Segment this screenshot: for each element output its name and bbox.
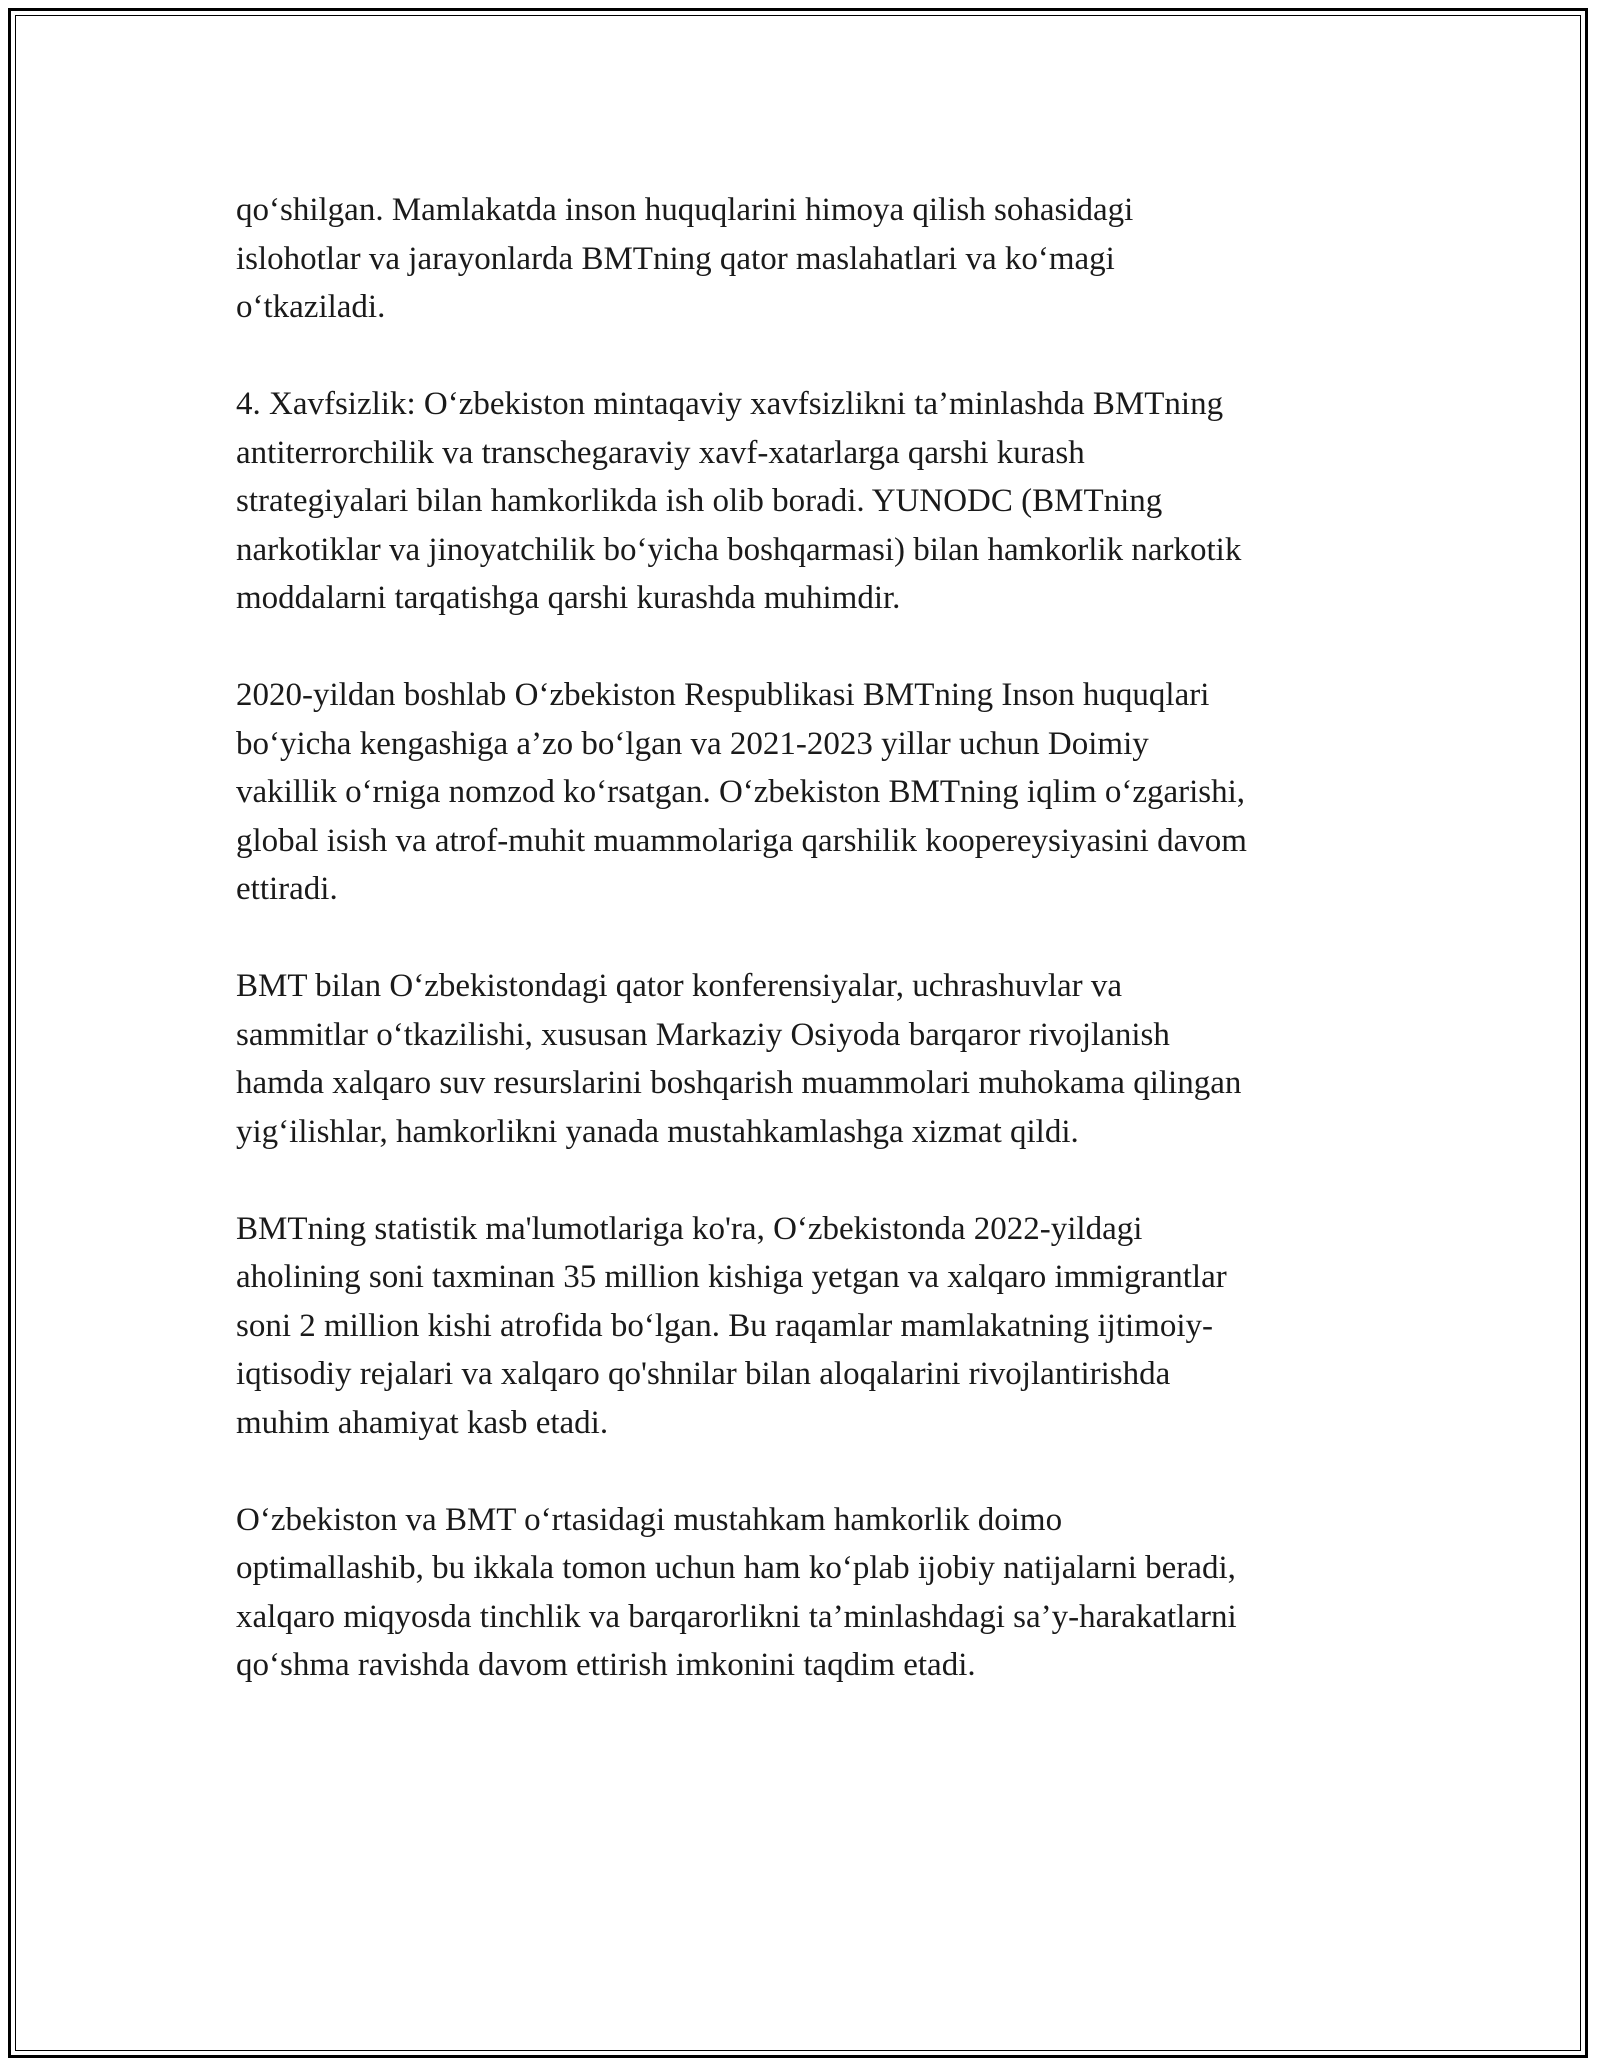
text-line: optimallashib, bu ikkala tomon uchun ham ko‘plab ijobiy natijalarni beradi,: [236, 1550, 1236, 1586]
paragraph-conferences: [236, 962, 1386, 1156]
text-line: qo‘shma ravishda davom ettirish imkonini taqdim etadi.: [236, 1647, 976, 1683]
text-line: islohotlar va jarayonlarda BMTning qator maslahatlari va ko‘magi: [236, 240, 1115, 277]
text-line: moddalarni tarqatishga qarshi kurashda muhimdir.: [236, 580, 901, 616]
text-line: O‘zbekiston va BMT o‘rtasidagi mustahkam hamkorlik doimo: [236, 1501, 1063, 1538]
text-line: bo‘yicha kengashiga a’zo bo‘lgan va 2021-2023 yillar uchun Doimiy: [236, 725, 1149, 762]
text-line: ettiradi.: [236, 871, 338, 907]
text-line: yig‘ilishlar, hamkorlikni yanada mustahkamlashga xizmat qildi.: [236, 1113, 1079, 1150]
text-line: o‘tkaziladi.: [236, 289, 386, 325]
text-line: BMT bilan O‘zbekistondagi qator konferensiyalar, uchrashuvlar va: [236, 968, 1123, 1004]
text-line: narkotiklar va jinoyatchilik bo‘yicha boshqarmasi) bilan hamkorlik narkotik: [236, 531, 1242, 568]
paragraph-statistics: [236, 1205, 1386, 1448]
text-line: 2020-yildan boshlab O‘zbekiston Respublikasi BMTning Inson huquqlari: [236, 677, 1210, 713]
text-line: BMTning statistik ma'lumotlariga ko'ra, O‘zbekistonda 2022-yildagi: [236, 1210, 1143, 1247]
text-line: sammitlar o‘tkazilishi, xususan Markaziy Osiyoda barqaror rivojlanish: [236, 1016, 1170, 1053]
text-line: qo‘shilgan. Mamlakatda inson huquqlarini himoya qilish sohasidagi: [236, 192, 1134, 228]
text-line: aholining soni taxminan 35 million kishiga yetgan va xalqaro immigrantlar: [236, 1259, 1227, 1295]
text-line: strategiyalari bilan hamkorlikda ish olib boradi. YUNODC (BMTning: [236, 483, 1163, 519]
text-line: hamda xalqaro suv resurslarini boshqarish muammolari muhokama qilingan: [236, 1065, 1242, 1101]
paragraph-human-rights-continuation: [236, 186, 1386, 332]
paragraph-security: [236, 380, 1386, 623]
text-line: global isish va atrof-muhit muammolariga qarshilik koopereysiyasini davom: [236, 822, 1247, 859]
text-line: soni 2 million kishi atrofida bo‘lgan. Bu raqamlar mamlakatning ijtimoiy-: [236, 1307, 1213, 1344]
text-line: muhim ahamiyat kasb etadi.: [236, 1404, 609, 1441]
text-line: vakillik o‘rniga nomzod ko‘rsatgan. O‘zbekiston BMTning iqlim o‘zgarishi,: [236, 774, 1246, 810]
text-line: antiterrorchilik va transchegaraviy xavf-xatarlarga qarshi kurash: [236, 434, 1085, 471]
text-line: iqtisodiy rejalari va xalqaro qo'shnilar bilan aloqalarini rivojlantirishda: [236, 1356, 1171, 1392]
text-line: 4. Xavfsizlik: O‘zbekiston mintaqaviy xavfsizlikni ta’minlashda BMTning: [236, 386, 1224, 422]
paragraph-human-rights-council: [236, 671, 1386, 914]
text-line: xalqaro miqyosda tinchlik va barqarorlikni ta’minlashdagi sa’y-harakatlarni: [236, 1598, 1237, 1635]
paragraph-conclusion: [236, 1496, 1386, 1690]
document-body: [236, 186, 1386, 1738]
